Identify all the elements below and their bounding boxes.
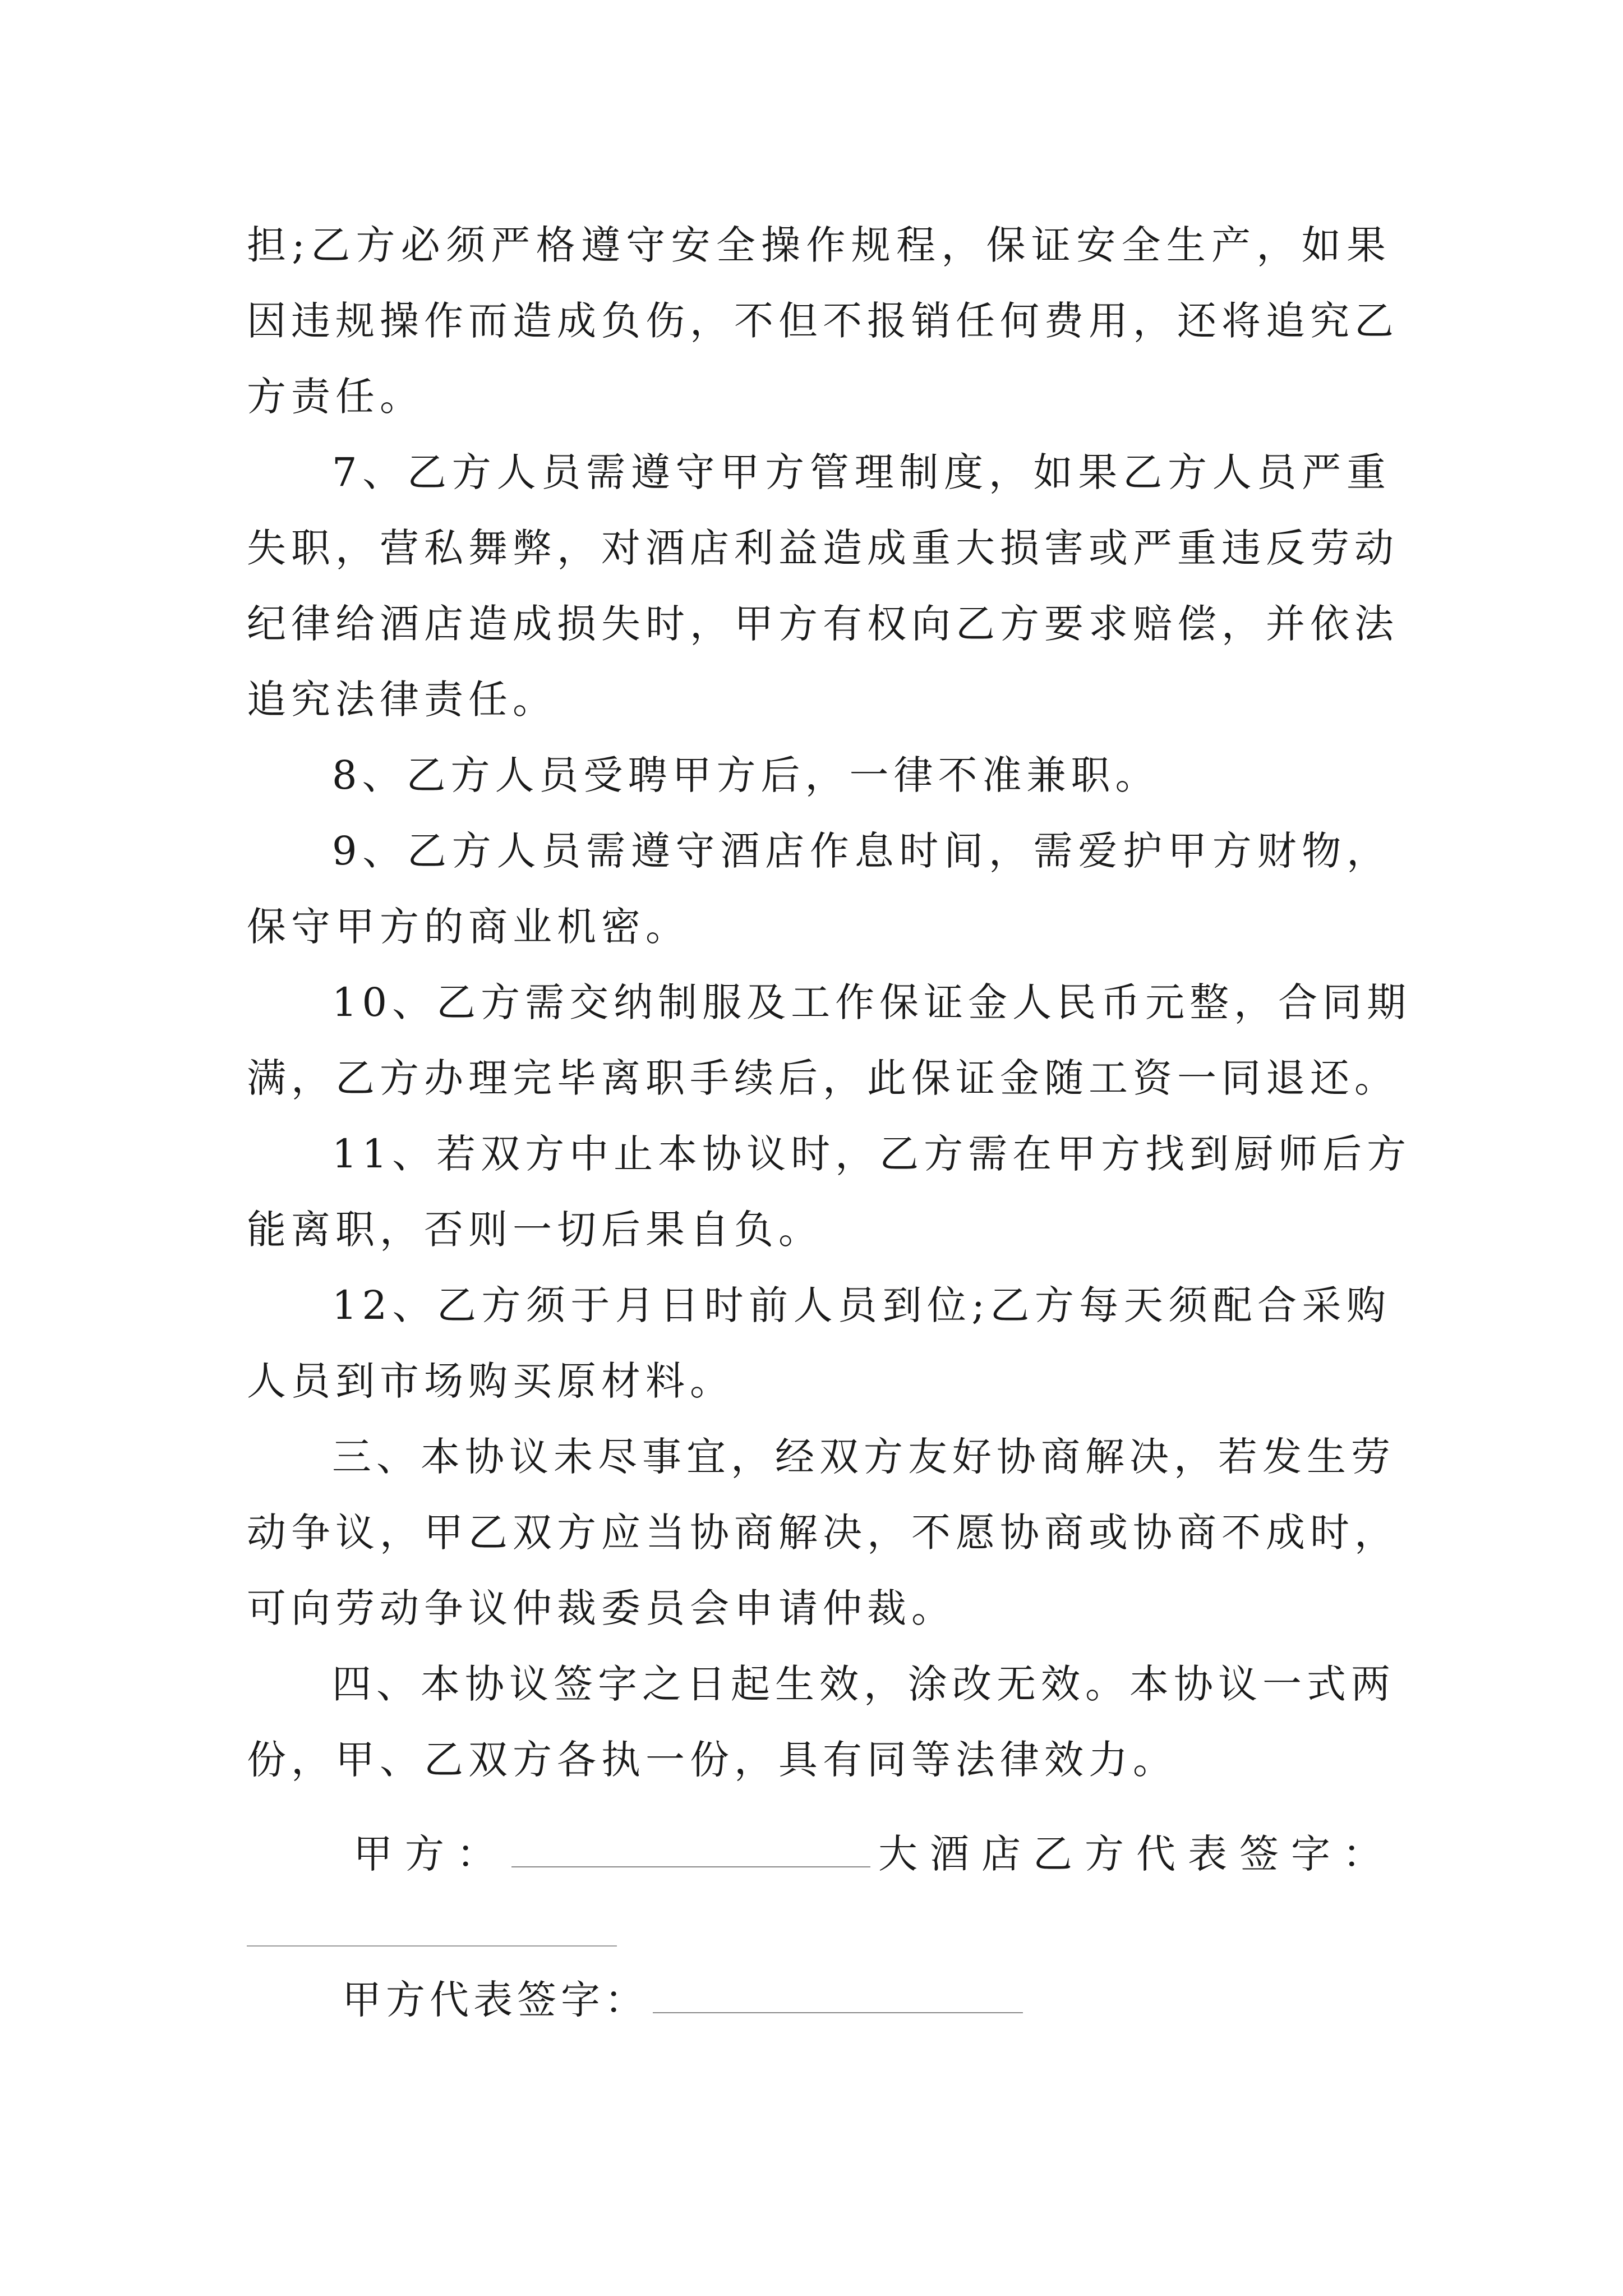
- text-line: 可向劳动争议仲裁委员会申请仲裁。: [247, 1585, 956, 1631]
- text-line: 9、乙方人员需遵守酒店作息时间，需爱护甲方财物，: [332, 828, 1391, 874]
- text-line: 因违规操作而造成负伤，不但不报销任何费用，还将追究乙: [247, 298, 1399, 344]
- text-line: 追究法律责任。: [247, 677, 557, 723]
- party-a-name-blank[interactable]: [511, 1866, 870, 1867]
- text-line: 动争议，甲乙双方应当协商解决，不愿协商或协商不成时，: [247, 1510, 1399, 1556]
- party-a-rep-label: 甲方代表签字：: [342, 1977, 648, 2023]
- text-line: 11、若双方中止本协议时，乙方需在甲方找到厨师后方: [332, 1131, 1412, 1177]
- party-a-label: 甲方：: [353, 1831, 508, 1877]
- text-line: 保守甲方的商业机密。: [247, 904, 690, 950]
- text-line: 方责任。: [247, 374, 424, 420]
- text-line: 人员到市场购买原材料。: [247, 1358, 734, 1404]
- text-line: 四、本协议签字之日起生效，涂改无效。本协议一式两: [332, 1661, 1395, 1707]
- text-line: 份，甲、乙双方各执一份，具有同等法律效力。: [247, 1737, 1177, 1783]
- text-line: 纪律给酒店造成损失时，甲方有权向乙方要求赔偿，并依法: [247, 601, 1399, 647]
- signature-line-party-a-rep: [342, 1966, 1023, 2033]
- party-b-rep-signature-blank[interactable]: [247, 1945, 617, 1947]
- text-line: 能离职，否则一切后果自负。: [247, 1207, 823, 1253]
- text-line: 三、本协议未尽事宜，经双方友好协商解决，若发生劳: [332, 1434, 1395, 1480]
- text-line: 10、乙方需交纳制服及工作保证金人民币元整，合同期: [332, 979, 1412, 1025]
- text-line: 7、乙方人员需遵守甲方管理制度，如果乙方人员严重: [332, 449, 1391, 495]
- signature-line-party-a: [353, 1820, 1394, 1888]
- party-a-rep-signature-blank[interactable]: [653, 2012, 1023, 2013]
- text-line: 担;乙方必须严格遵守安全操作规程，保证安全生产，如果: [247, 222, 1391, 268]
- text-line: 12、乙方须于月日时前人员到位;乙方每天须配合采购: [332, 1282, 1391, 1328]
- text-line: 满，乙方办理完毕离职手续后，此保证金随工资一同退还。: [247, 1055, 1399, 1101]
- text-line: 失职，营私舞弊，对酒店利益造成重大损害或严重违反劳动: [247, 525, 1399, 571]
- document-body: [247, 208, 1412, 1798]
- text-line: 8、乙方人员受聘甲方后，一律不准兼职。: [332, 752, 1160, 798]
- party-a-rep-signature-label: 大酒店乙方代表签字：: [878, 1831, 1394, 1877]
